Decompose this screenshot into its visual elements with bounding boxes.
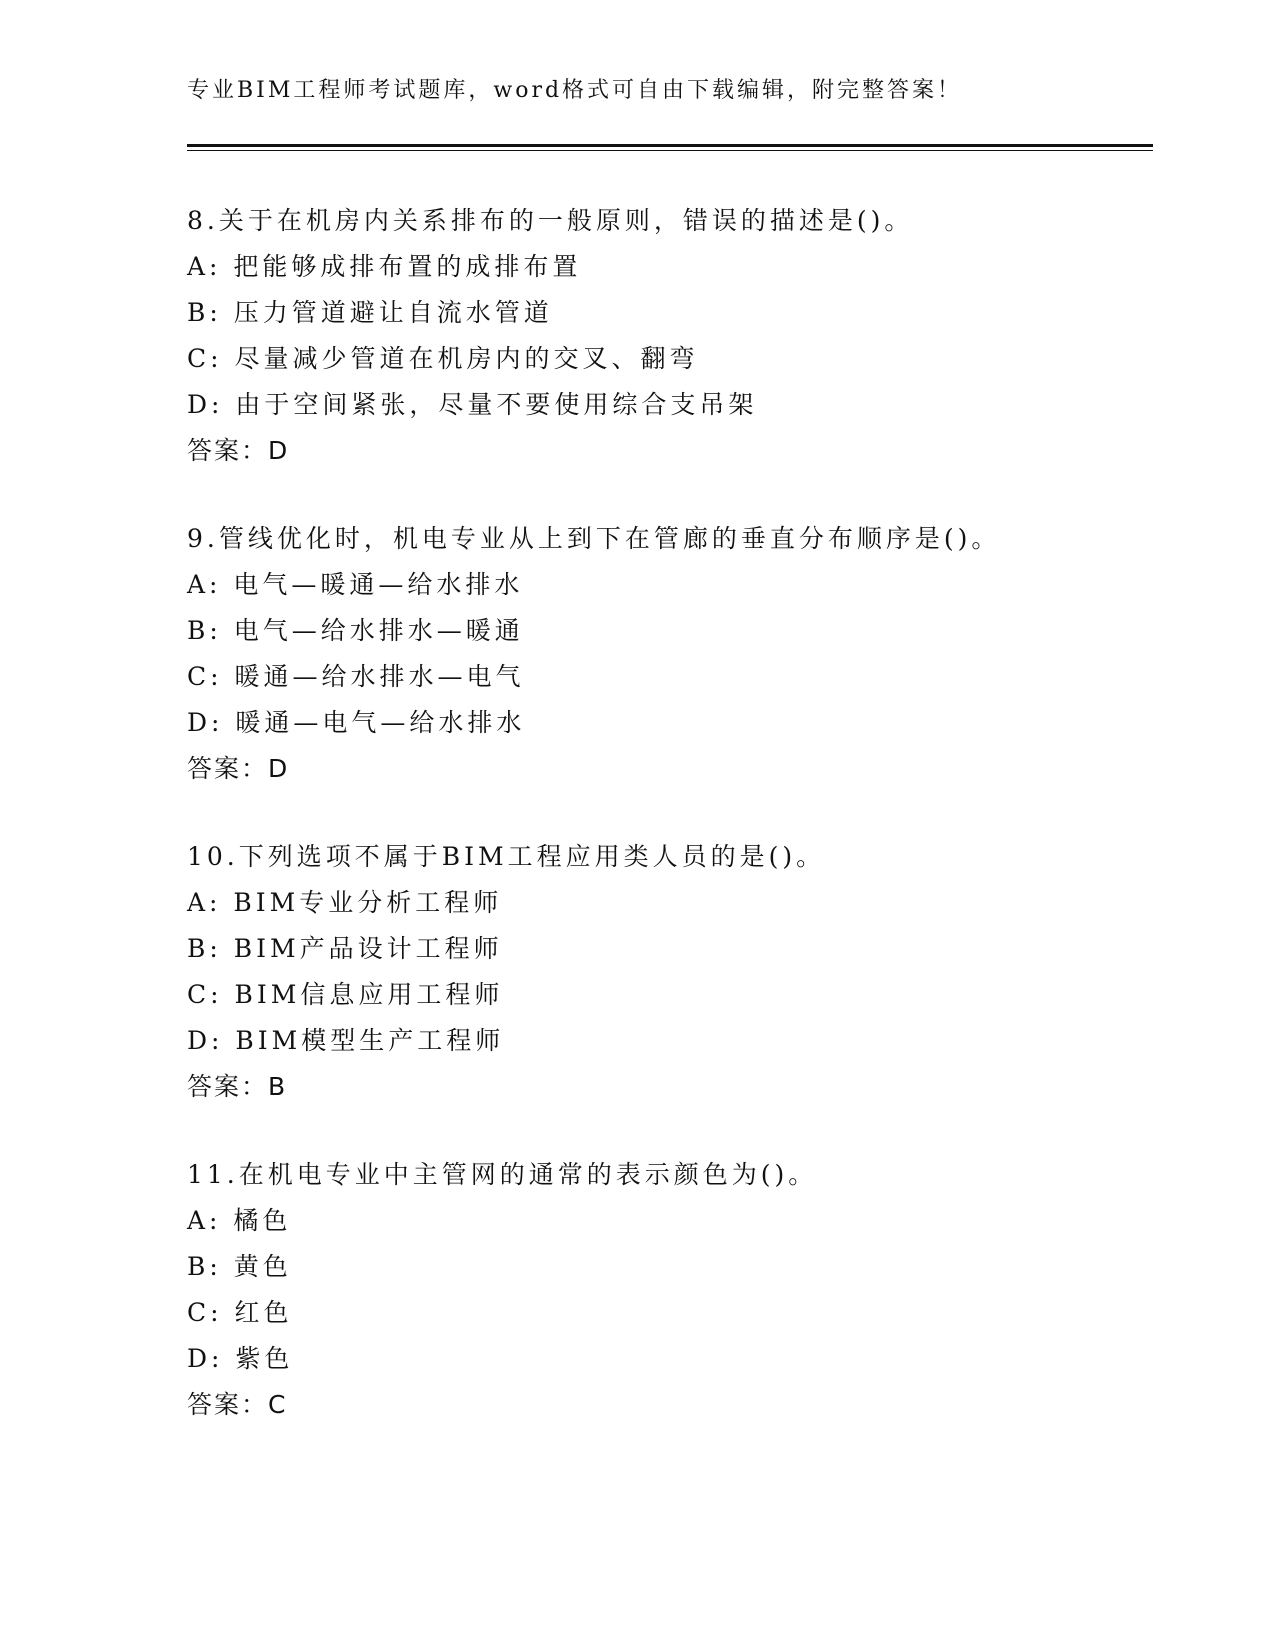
option-d: D: 暖通—电气—给水排水: [187, 708, 526, 737]
question-block: [187, 834, 1153, 1110]
answer-line: 答案：D: [187, 754, 290, 783]
option-c: C: 红色: [187, 1298, 293, 1327]
header-rule-thin: [187, 150, 1153, 151]
option-b: B: 压力管道避让自流水管道: [187, 298, 553, 327]
header-rule-thick: [187, 144, 1153, 147]
option-d: D: 紫色: [187, 1344, 294, 1373]
question-stem: 11.在机电专业中主管网的通常的表示颜色为()。: [187, 1160, 818, 1189]
question-stem: 8.关于在机房内关系排布的一般原则，错误的描述是()。: [187, 206, 914, 235]
option-a: A: 橘色: [187, 1206, 292, 1235]
option-d: D: 由于空间紧张，尽量不要使用综合支吊架: [187, 390, 758, 419]
answer-line: 答案：B: [187, 1072, 288, 1101]
option-a: A: 电气—暖通—给水排水: [187, 570, 524, 599]
option-c: C: 尽量减少管道在机房内的交叉、翻弯: [187, 344, 699, 373]
option-b: B: 电气—给水排水—暖通: [187, 616, 524, 645]
answer-line: 答案：C: [187, 1390, 288, 1419]
option-d: D: BIM模型生产工程师: [187, 1026, 505, 1055]
option-c: C: 暖通—给水排水—电气: [187, 662, 525, 691]
question-stem: 9.管线优化时，机电专业从上到下在管廊的垂直分布顺序是()。: [187, 524, 1001, 553]
question-stem: 10.下列选项不属于BIM工程应用类人员的是()。: [187, 842, 826, 871]
question-block: [187, 198, 1153, 474]
option-a: A: BIM专业分析工程师: [187, 888, 503, 917]
option-c: C: BIM信息应用工程师: [187, 980, 504, 1009]
question-block: [187, 1152, 1153, 1428]
option-a: A: 把能够成排布置的成排布置: [187, 252, 582, 281]
question-block: [187, 516, 1153, 792]
option-b: B: BIM产品设计工程师: [187, 934, 503, 963]
answer-line: 答案：D: [187, 436, 290, 465]
page-header: 专业BIM工程师考试题库，word格式可自由下载编辑，附完整答案！: [187, 78, 963, 103]
option-b: B: 黄色: [187, 1252, 292, 1281]
